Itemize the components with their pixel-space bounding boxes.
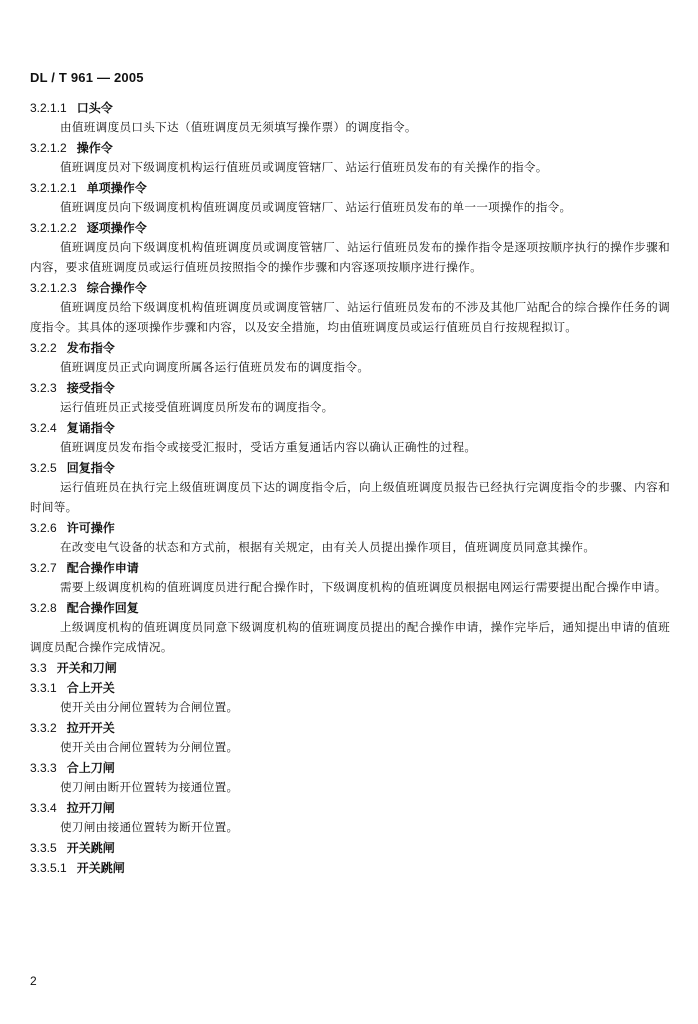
section-number: 3.2.1.1 [30, 101, 67, 115]
section-heading [30, 379, 670, 397]
section-number: 3.2.2 [30, 341, 57, 355]
section-paragraph: 在改变电气设备的状态和方式前，根据有关规定，由有关人员提出操作项目，值班调度员同意其操作。 [60, 540, 596, 554]
section-number: 3.3.5 [30, 841, 57, 855]
section-paragraph: 值班调度员向下级调度机构值班调度员或调度管辖厂、站运行值班员发布的操作指令是逐项按顺序执行的操作步骤和内容，要求值班调度员或运行值班员按照指令的操作步骤和内容逐项按顺序进行操作。 [30, 240, 670, 274]
section [30, 559, 670, 599]
section-title: 复诵指令 [66, 421, 115, 435]
section-number: 3.2.4 [30, 421, 57, 435]
section [30, 339, 670, 379]
section-title: 开关跳闸 [76, 861, 125, 875]
section-title: 许可操作 [66, 521, 115, 535]
section-heading [30, 559, 670, 577]
section-heading [30, 139, 670, 157]
section-paragraph: 值班调度员发布指令或接受汇报时，受话方重复通话内容以确认正确性的过程。 [60, 440, 477, 454]
section-title: 综合操作令 [86, 281, 147, 295]
section-number: 3.2.5 [30, 461, 57, 475]
section [30, 519, 670, 559]
section-paragraph: 运行值班员在执行完上级值班调度员下达的调度指令后，向上级值班调度员报告已经执行完调度指令的步骤、内容和时间等。 [30, 480, 670, 514]
section-number: 3.2.7 [30, 561, 57, 575]
section-heading [30, 419, 670, 437]
section-paragraph: 使刀闸由断开位置转为接通位置。 [60, 780, 239, 794]
document-body [30, 99, 670, 879]
section [30, 459, 670, 519]
section [30, 599, 670, 659]
section-heading [30, 459, 670, 477]
section-heading [30, 599, 670, 617]
section-number: 3.2.1.2.2 [30, 221, 77, 235]
section-paragraph: 值班调度员给下级调度机构值班调度员或调度管辖厂、站运行值班员发布的不涉及其他厂站配合的综合操作任务的调度指令。其具体的逐项操作步骤和内容，以及安全措施，均由值班调度员或运行值班员自行按规程拟订。 [30, 300, 670, 334]
section-title: 合上开关 [66, 681, 115, 695]
page-number: 2 [30, 974, 37, 988]
section-paragraph: 值班调度员向下级调度机构值班调度员或调度管辖厂、站运行值班员发布的单一一项操作的指令。 [60, 200, 572, 214]
section [30, 419, 670, 459]
section-heading [30, 719, 670, 737]
section-number: 3.3 [30, 661, 47, 675]
section-title: 逐项操作令 [86, 221, 147, 235]
section-paragraph: 运行值班员正式接受值班调度员所发布的调度指令。 [60, 400, 334, 414]
section-number: 3.2.3 [30, 381, 57, 395]
section-title: 合上刀闸 [66, 761, 115, 775]
section-title: 开关跳闸 [66, 841, 115, 855]
standard-header: DL / T 961 — 2005 [30, 70, 144, 85]
section-title: 单项操作令 [86, 181, 147, 195]
section [30, 279, 670, 339]
section-number: 3.2.6 [30, 521, 57, 535]
section [30, 679, 670, 719]
section-heading [30, 279, 670, 297]
section-number: 3.3.5.1 [30, 861, 67, 875]
section-number: 3.3.2 [30, 721, 57, 735]
section [30, 179, 670, 219]
section [30, 659, 670, 679]
section-title: 操作令 [76, 141, 113, 155]
section-title: 拉开开关 [66, 721, 115, 735]
section-title: 回复指令 [66, 461, 115, 475]
section-paragraph: 由值班调度员口头下达（值班调度员无须填写操作票）的调度指令。 [60, 120, 417, 134]
section-number: 3.3.1 [30, 681, 57, 695]
section-title: 发布指令 [66, 341, 115, 355]
section-paragraph: 值班调度员正式向调度所属各运行值班员发布的调度指令。 [60, 360, 370, 374]
section-heading [30, 679, 670, 697]
section-heading [30, 759, 670, 777]
section [30, 719, 670, 759]
section [30, 759, 670, 799]
section-title: 拉开刀闸 [66, 801, 115, 815]
section-heading [30, 339, 670, 357]
section-number: 3.3.3 [30, 761, 57, 775]
section [30, 219, 670, 279]
section-heading [30, 179, 670, 197]
section-paragraph: 上级调度机构的值班调度员同意下级调度机构的值班调度员提出的配合操作申请，操作完毕后，通知提出申请的值班调度员配合操作完成情况。 [30, 620, 670, 654]
section-paragraph: 使刀闸由接通位置转为断开位置。 [60, 820, 239, 834]
section-number: 3.2.1.2.1 [30, 181, 77, 195]
section-title: 口头令 [76, 101, 113, 115]
section-paragraph: 需要上级调度机构的值班调度员进行配合操作时，下级调度机构的值班调度员根据电网运行需要提出配合操作申请。 [60, 580, 667, 594]
section-heading [30, 659, 670, 677]
section-number: 3.3.4 [30, 801, 57, 815]
section [30, 99, 670, 139]
section [30, 379, 670, 419]
section-number: 3.2.1.2.3 [30, 281, 77, 295]
section [30, 839, 670, 859]
section-heading [30, 859, 670, 877]
section-heading [30, 799, 670, 817]
section-number: 3.2.1.2 [30, 141, 67, 155]
section-paragraph: 值班调度员对下级调度机构运行值班员或调度管辖厂、站运行值班员发布的有关操作的指令。 [60, 160, 548, 174]
section-title: 开关和刀闸 [56, 661, 117, 675]
section-number: 3.2.8 [30, 601, 57, 615]
section-heading [30, 99, 670, 117]
section-heading [30, 219, 670, 237]
section [30, 859, 670, 879]
section-heading [30, 839, 670, 857]
section-heading [30, 519, 670, 537]
section-paragraph: 使开关由分闸位置转为合闸位置。 [60, 700, 239, 714]
section [30, 799, 670, 839]
section-title: 配合操作申请 [66, 561, 139, 575]
section-title: 接受指令 [66, 381, 115, 395]
section-title: 配合操作回复 [66, 601, 139, 615]
section [30, 139, 670, 179]
section-paragraph: 使开关由合闸位置转为分闸位置。 [60, 740, 239, 754]
